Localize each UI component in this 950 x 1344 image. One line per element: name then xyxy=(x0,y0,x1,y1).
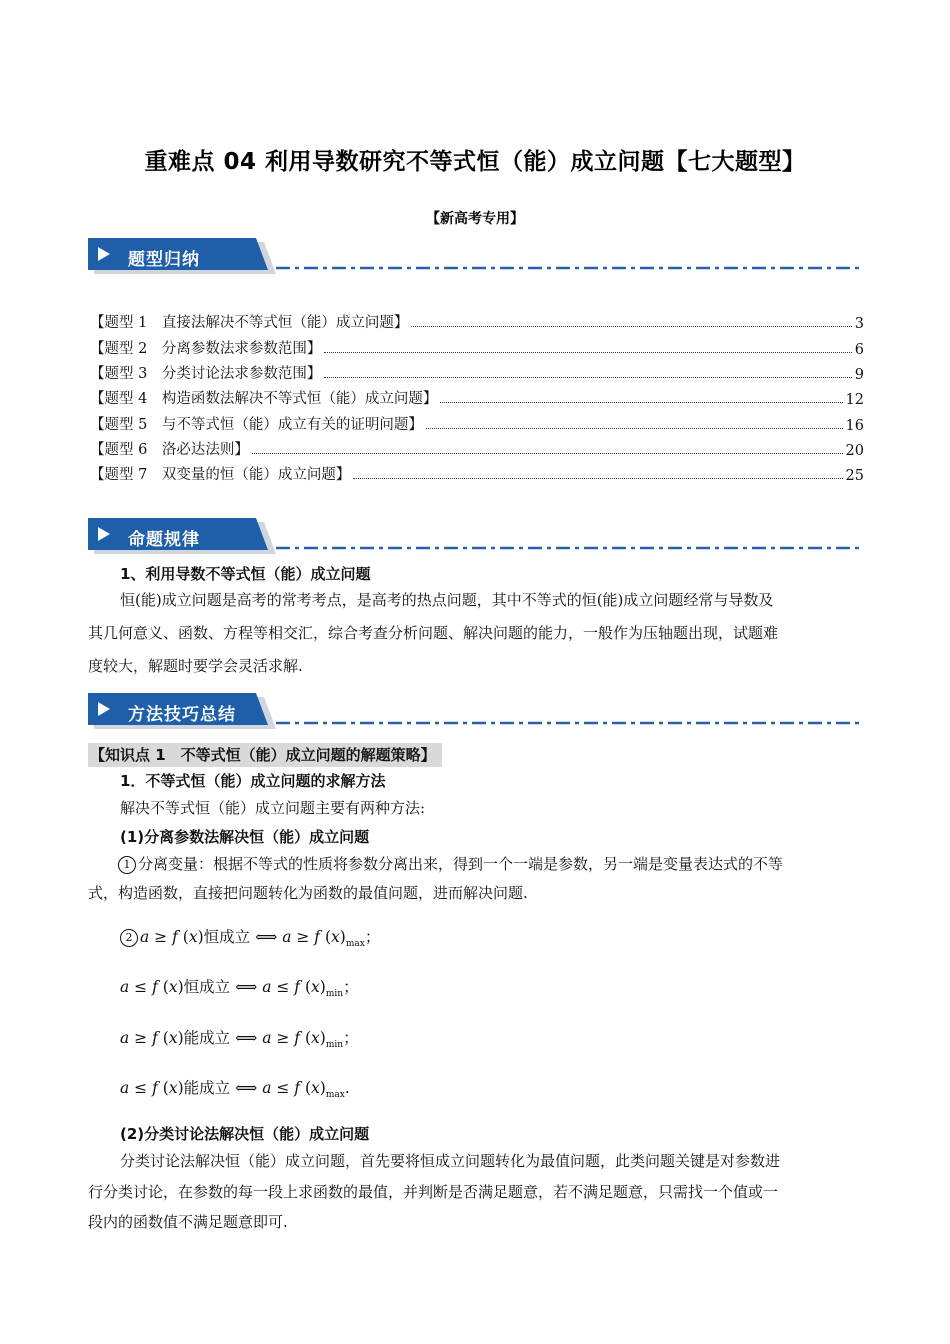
banner-label: 方法技巧总结 xyxy=(128,705,236,725)
toc-row[interactable] xyxy=(90,308,864,332)
banner-label: 题型归纳 xyxy=(128,250,200,270)
section-banner-methods xyxy=(88,693,868,731)
toc-label: 【题型 2 分离参数法求参数范围】 xyxy=(90,341,322,357)
toc-leader xyxy=(324,351,851,353)
toc-row[interactable] xyxy=(90,334,864,358)
toc-leader xyxy=(440,401,842,403)
toc-page: 6 xyxy=(854,342,864,358)
page-subtitle: 【新高考专用】 xyxy=(426,211,524,227)
step1-line: 式，构造函数，直接把问题转化为函数的最值问题，进而解决问题. xyxy=(88,884,528,902)
toc-row[interactable] xyxy=(90,410,864,434)
formula-1: 2 a ≥ f (x)恒成立 ⟺ a ≥ f $(x)_{max}$； xyxy=(120,925,380,949)
method-heading: 1．不等式恒（能）成立问题的求解方法 xyxy=(120,772,386,790)
toc-page: 16 xyxy=(845,418,864,434)
toc-label: 【题型 1 直接法解决不等式恒（能）成立问题】 xyxy=(90,315,409,331)
toc-label: 【题型 3 分类讨论法求参数范围】 xyxy=(90,366,322,382)
cat-line: 行分类讨论，在参数的每一段上求函数的最值，并判断是否满足题意，若不满足题意，只需找一个值或一 xyxy=(88,1183,779,1201)
banner-label: 命题规律 xyxy=(128,530,200,550)
rule-line: 恒(能)成立问题是高考的常考考点，是高考的热点问题，其中不等式的恒(能)成立问题经常与导数及 xyxy=(120,591,774,609)
rule-heading: 1、利用导数不等式恒（能）成立问题 xyxy=(120,565,371,583)
toc-page: 12 xyxy=(845,392,864,408)
toc-leader xyxy=(252,452,843,454)
banner-graphic xyxy=(88,518,868,556)
banner-graphic xyxy=(88,238,868,276)
toc-label: 【题型 5 与不等式恒（能）成立有关的证明问题】 xyxy=(90,417,423,433)
toc-page: 20 xyxy=(845,443,864,459)
toc-label: 【题型 4 构造函数法解决不等式恒（能）成立问题】 xyxy=(90,391,438,407)
formula-4: a ≤ f (x)能成立 ⟺ a ≤ f $(x)_{max}$. xyxy=(120,1079,350,1101)
toc-row[interactable] xyxy=(90,460,864,484)
toc-leader xyxy=(411,325,851,327)
knowledge-point-title: 【知识点 1 不等式恒（能）成立问题的解题策略】 xyxy=(88,743,442,767)
circled-number-1: 1 xyxy=(118,856,136,874)
toc-label: 【题型 7 双变量的恒（能）成立问题】 xyxy=(90,467,351,483)
toc-page: 3 xyxy=(854,316,864,332)
method-sub-heading: (1)分离参数法解决恒（能）成立问题 xyxy=(120,828,370,846)
cat-line: 段内的函数值不满足题意即可. xyxy=(88,1213,288,1231)
toc-row[interactable] xyxy=(90,435,864,459)
method-intro: 解决不等式恒（能）成立问题主要有两种方法: xyxy=(120,799,426,817)
toc-row[interactable] xyxy=(90,384,864,408)
rule-line: 度较大，解题时要学会灵活求解. xyxy=(88,657,303,675)
formula-2: a ≤ f (x)恒成立 ⟺ a ≤ f $(x)_{min}$； xyxy=(120,978,359,1000)
cat-line: 分类讨论法解决恒（能）成立问题，首先要将恒成立问题转化为最值问题，此类问题关键是对参数进 xyxy=(120,1152,781,1170)
toc-page: 9 xyxy=(854,367,864,383)
toc-leader xyxy=(353,477,842,479)
formula-3: a ≥ f (x)能成立 ⟺ a ≥ f $(x)_{min}$； xyxy=(120,1029,359,1051)
toc-page: 25 xyxy=(845,468,864,484)
method-sub-heading: (2)分类讨论法解决恒（能）成立问题 xyxy=(120,1125,370,1143)
toc-leader xyxy=(426,427,843,429)
step1-line: 1 分离变量：根据不等式的性质将参数分离出来，得到一个一端是参数，另一端是变量表达式的不等 xyxy=(118,850,783,879)
page-title: 重难点 04 利用导数研究不等式恒（能）成立问题【七大题型】 xyxy=(144,149,806,175)
circled-number-2: 2 xyxy=(120,929,138,947)
section-banner-question-types xyxy=(88,238,868,276)
toc-label: 【题型 6 洛必达法则】 xyxy=(90,442,249,458)
toc-row[interactable] xyxy=(90,359,864,383)
section-banner-rules xyxy=(88,518,868,556)
toc-leader xyxy=(324,376,851,378)
rule-line: 其几何意义、函数、方程等相交汇，综合考查分析问题、解决问题的能力，一般作为压轴题出现，试题难 xyxy=(88,624,779,642)
